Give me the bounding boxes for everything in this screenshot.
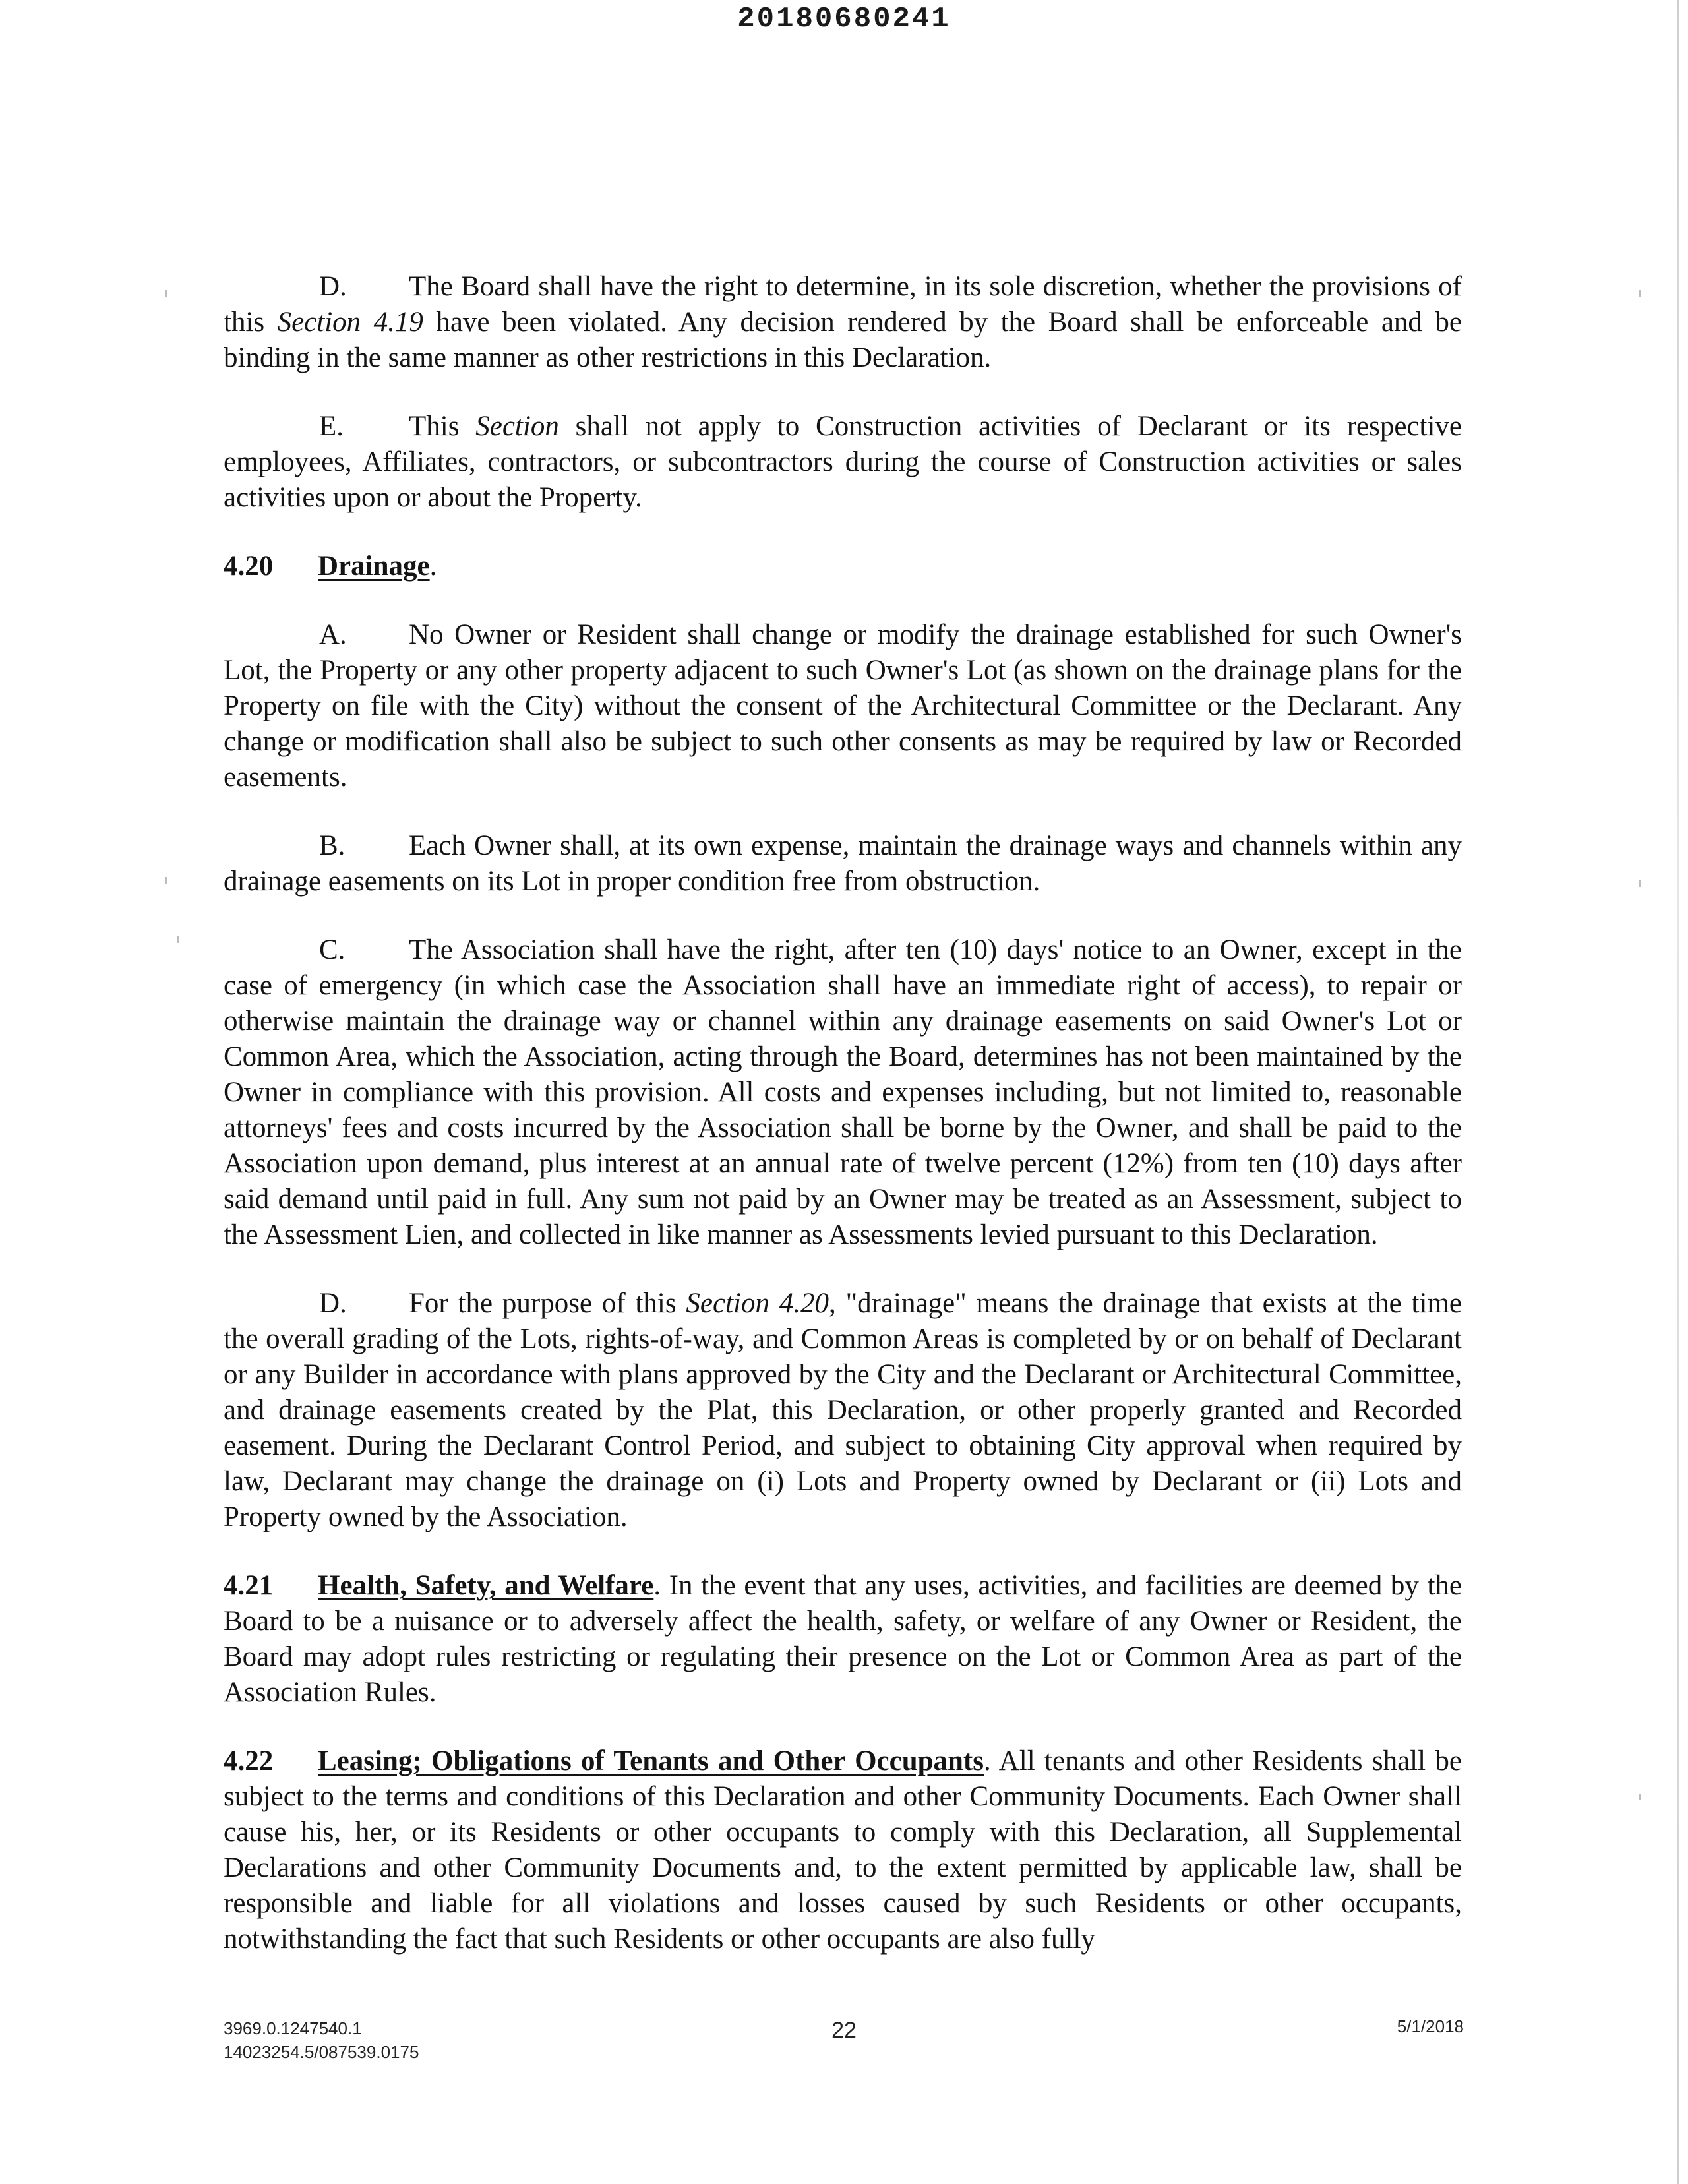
paragraph-text: shall not apply to Construction activities of Declarant or its respective employees, Affiliates, contractors, or subcontractors during the course of Construction activities or sales activities upon or about the Property. [224, 411, 1462, 513]
paragraph-text: This [409, 411, 476, 442]
scan-speck [1639, 290, 1641, 297]
section-reference: Section 4.19 [277, 307, 423, 338]
scan-edge-line [1677, 0, 1679, 2184]
recording-number: 20180680241 [737, 3, 951, 36]
section-number: 4.22 [224, 1745, 274, 1776]
paragraph-4-20-d [224, 1286, 1462, 1535]
paragraph-text: have been violated. Any decision rendered by the Board shall be enforceable and be binding in the same manner as other restrictions in this Declaration. [224, 307, 1462, 373]
paragraph-4-20-c [224, 932, 1462, 1253]
document-body [224, 269, 1462, 1990]
scan-speck [177, 936, 179, 943]
paragraph-label: A. [319, 619, 347, 650]
section-title-end: . [429, 551, 437, 582]
paragraph-label: E. [319, 411, 344, 442]
paragraph-label: D. [319, 1288, 347, 1319]
paragraph-text: , "drainage" means the drainage that exists at the time the overall grading of the Lots, rights-of-way, and Common Areas is completed by or on behalf of Declarant or any Builder in accordance with plans approved by the City and the Declarant or Architectural Committee, and drainage easements created by the Plat, this Declaration, or other properly granted and Recorded easement. During the Declarant Control Period, and subject to obtaining City approval when required by law, Declarant may change the drainage on (i) Lots and Property owned by Declarant or (ii) Lots and Property owned by the Association. [224, 1288, 1462, 1532]
section-reference: Section 4.20 [686, 1288, 829, 1319]
scan-speck [165, 290, 167, 297]
paragraph-text: Each Owner shall, at its own expense, maintain the drainage ways and channels within any drainage easements on its Lot in proper condition free from obstruction. [224, 830, 1462, 897]
paragraph-label: B. [319, 830, 346, 861]
paragraph-text: For the purpose of this [409, 1288, 686, 1319]
paragraph-label: C. [319, 934, 346, 965]
footer-date: 5/1/2018 [1397, 2017, 1464, 2036]
footer-doc-id: 14023254.5/087539.0175 [224, 2042, 419, 2062]
page-number: 22 [831, 2018, 857, 2043]
section-number: 4.21 [224, 1570, 274, 1601]
paragraph-4-20-b [224, 828, 1462, 899]
section-title: Leasing; Obligations of Tenants and Other Occupants [318, 1745, 984, 1776]
paragraph-4-19-d [224, 269, 1462, 376]
paragraph-text: The Board shall have the right to determine, in its sole discretion, whether the provisions of this [224, 271, 1462, 338]
paragraph-text: The Association shall have the right, after ten (10) days' notice to an Owner, except in the case of emergency (in which case the Association shall have an immediate right of access), to repair or otherwise maintain the drainage way or channel within any drainage easements on said Owner's Lot or Common Area, which the Association, acting through the Board, determines has not been maintained by the Owner in compliance with this provision. All costs and expenses including, but not limited to, reasonable attorneys' fees and costs incurred by the Association shall be borne by the Owner, and shall be paid to the Association upon demand, plus interest at an annual rate of twelve percent (12%) from ten (10) days after said demand until paid in full. Any sum not paid by an Owner may be treated as an Assessment, subject to the Assessment Lien, and collected in like manner as Assessments levied pursuant to this Declaration. [224, 934, 1462, 1250]
scan-speck [1639, 880, 1641, 887]
footer-doc-id: 3969.0.1247540.1 [224, 2018, 362, 2038]
section-number: 4.20 [224, 551, 274, 582]
scan-speck [165, 877, 167, 884]
section-title: Health, Safety, and Welfare [318, 1570, 654, 1601]
section-heading-4-20 [224, 549, 1462, 584]
paragraph-4-19-e [224, 409, 1462, 516]
scan-speck [1639, 1794, 1641, 1800]
section-4-21 [224, 1568, 1462, 1711]
section-4-22 [224, 1744, 1462, 1957]
paragraph-label: D. [319, 271, 347, 302]
section-title: Drainage [318, 551, 430, 582]
paragraph-text: No Owner or Resident shall change or modify the drainage established for such Owner's Lot, the Property or any other property adjacent to such Owner's Lot (as shown on the drainage plans for the Property on file with the City) without the consent of the Architectural Committee or the Declarant. Any change or modification shall also be subject to such other consents as may be required by law or Recorded easements. [224, 619, 1462, 793]
paragraph-4-20-a [224, 617, 1462, 795]
section-text: . All tenants and other Residents shall be subject to the terms and conditions of this Declaration and other Community Documents. Each Owner shall cause his, her, or its Residents or other occupants to comply with this Declaration, all Supplemental Declarations and other Community Documents and, to the extent permitted by applicable law, shall be responsible and liable for all violations and losses caused by such Residents or other occupants, notwithstanding the fact that such Residents or other occupants are also fully [224, 1745, 1462, 1955]
section-text: . In the event that any uses, activities, and facilities are deemed by the Board to be a nuisance or to adversely affect the health, safety, or welfare of any Owner or Resident, the Board may adopt rules restricting or regulating their presence on the Lot or Common Area as part of the Association Rules. [224, 1570, 1462, 1708]
section-reference: Section [475, 411, 559, 442]
